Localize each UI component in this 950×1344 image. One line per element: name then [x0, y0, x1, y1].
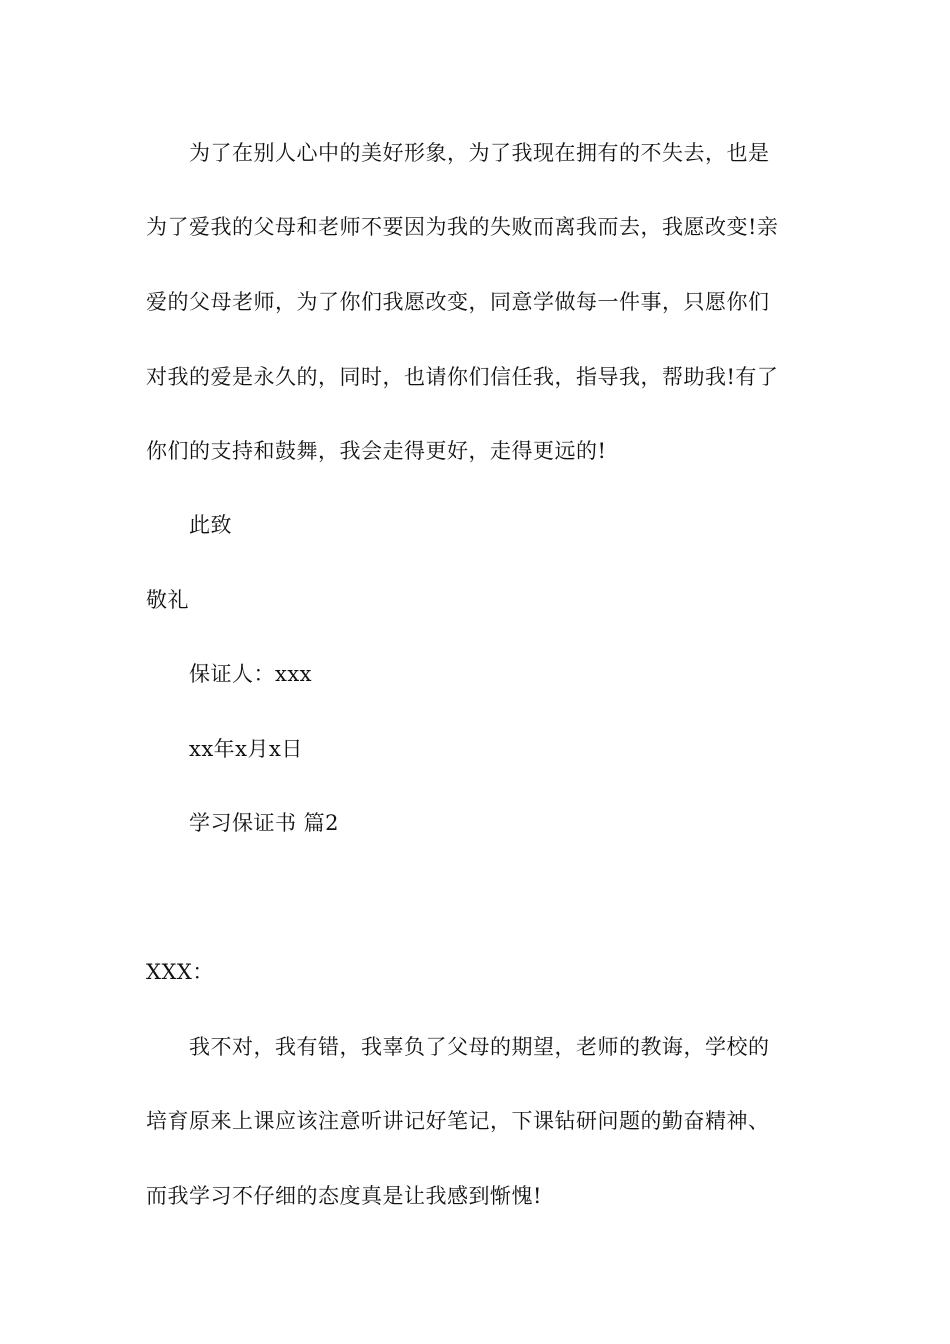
paragraph-2-line-3: 而我学习不仔细的态度真是让我感到惭愧!	[146, 1184, 542, 1208]
salutation: XXX：	[146, 960, 214, 984]
paragraph-1-line-5: 你们的支持和鼓舞，我会走得更好，走得更远的!	[146, 439, 607, 463]
paragraph-1-line-4: 对我的爱是永久的，同时，也请你们信任我，指导我，帮助我!有了	[146, 365, 779, 389]
signature-date: xx年x月x日	[189, 737, 303, 761]
closing-salute: 敬礼	[146, 588, 189, 612]
paragraph-1-line-2: 为了爱我的父母和老师不要因为我的失败而离我而去，我愿改变!亲	[146, 215, 779, 239]
paragraph-1-line-1: 为了在别人心中的美好形象，为了我现在拥有的不失去，也是	[189, 141, 770, 165]
paragraph-2-line-2: 培育原来上课应该注意听讲记好笔记，下课钻研问题的勤奋精神、	[146, 1109, 770, 1133]
paragraph-2-line-1: 我不对，我有错，我辜负了父母的期望，老师的教诲，学校的	[189, 1035, 770, 1059]
paragraph-1-line-3: 爱的父母老师，为了你们我愿改变，同意学做每一件事，只愿你们	[146, 290, 770, 314]
section-title: 学习保证书 篇2	[189, 811, 340, 835]
signer-name: 保证人：xxx	[189, 662, 313, 686]
closing-greeting: 此致	[189, 513, 232, 537]
